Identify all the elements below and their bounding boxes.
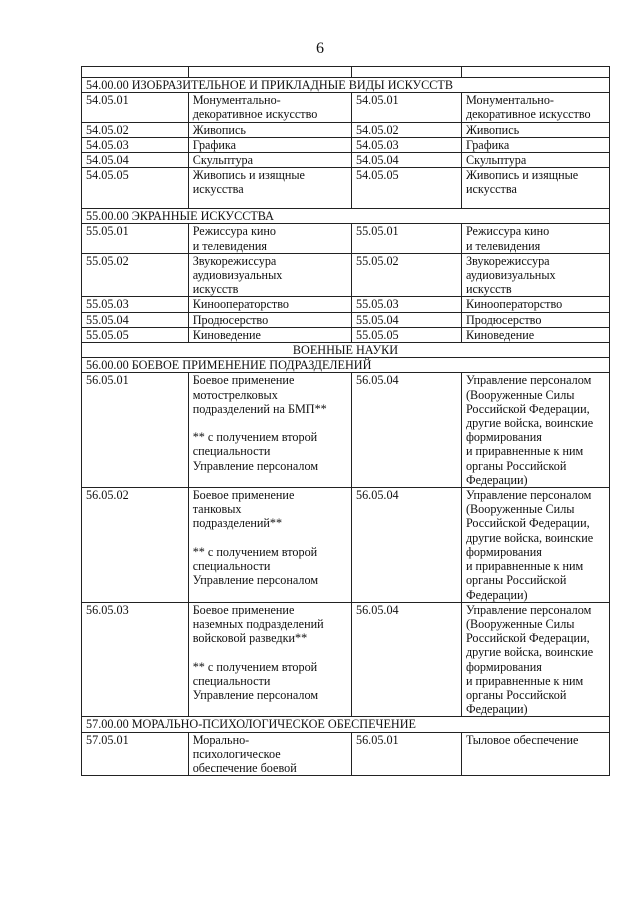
table-row [82,327,610,342]
name-cell: Боевое применение наземных подразделений войсковой разведки** ** с получением второй специальности Управление персоналом [188,602,351,717]
table-row [82,168,610,209]
equivalent-code-cell: 56.05.04 [351,373,461,488]
code-cell: 54.05.03 [82,137,189,152]
code-cell: 55.05.04 [82,312,189,327]
name-cell: Киноведение [188,327,351,342]
equivalent-name-cell: Графика [461,137,609,152]
section-heading: 54.00.00 ИЗОБРАЗИТЕЛЬНОЕ И ПРИКЛАДНЫЕ ВИДЫ ИСКУССТВ [82,78,610,93]
equivalent-name-cell: Управление персоналом (Вооруженные Силы Российской Федерации, другие войска, воинские формирования и приравненные к ним органы Российской Федерации) [461,602,609,717]
table-header-blank-row [82,67,610,78]
specialties-table [81,66,610,776]
name-cell: Монументально- декоративное искусство [188,93,351,122]
equivalent-code-cell: 54.05.04 [351,153,461,168]
equivalent-code-cell: 54.05.03 [351,137,461,152]
equivalent-name-cell: Кинооператорство [461,297,609,312]
name-cell: Режиссура кино и телевидения [188,224,351,253]
section-heading: 55.00.00 ЭКРАННЫЕ ИСКУССТВА [82,209,610,224]
table-row [82,602,610,717]
table-row [82,122,610,137]
equivalent-code-cell: 55.05.04 [351,312,461,327]
equivalent-name-cell: Тыловое обеспечение [461,732,609,776]
section-heading-row [82,209,610,224]
table-row [82,137,610,152]
equivalent-code-cell: 56.05.04 [351,602,461,717]
code-cell: 56.05.02 [82,488,189,603]
equivalent-code-cell: 54.05.02 [351,122,461,137]
equivalent-name-cell: Режиссура кино и телевидения [461,224,609,253]
equivalent-code-cell: 54.05.01 [351,93,461,122]
group-heading-row [82,343,610,358]
name-cell: Кинооператорство [188,297,351,312]
name-cell: Звукорежиссура аудиовизуальных искусств [188,253,351,297]
table-row [82,312,610,327]
name-cell: Продюсерство [188,312,351,327]
equivalent-code-cell: 55.05.01 [351,224,461,253]
name-cell: Морально- психологическое обеспечение боевой [188,732,351,776]
equivalent-name-cell: Управление персоналом (Вооруженные Силы Российской Федерации, другие войска, воинские формирования и приравненные к ним органы Российской Федерации) [461,488,609,603]
code-cell: 55.05.05 [82,327,189,342]
code-cell: 57.05.01 [82,732,189,776]
group-heading: ВОЕННЫЕ НАУКИ [82,343,610,358]
code-cell: 56.05.03 [82,602,189,717]
name-cell: Боевое применение мотострелковых подразделений на БМП** ** с получением второй специальности Управление персоналом [188,373,351,488]
code-cell: 54.05.04 [82,153,189,168]
equivalent-name-cell: Управление персоналом (Вооруженные Силы Российской Федерации, другие войска, воинские формирования и приравненные к ним органы Российской Федерации) [461,373,609,488]
table-row [82,93,610,122]
code-cell: 55.05.03 [82,297,189,312]
table-row [82,373,610,488]
name-cell: Живопись [188,122,351,137]
name-cell: Скульптура [188,153,351,168]
section-heading: 56.00.00 БОЕВОЕ ПРИМЕНЕНИЕ ПОДРАЗДЕЛЕНИЙ [82,358,610,373]
table-row [82,488,610,603]
equivalent-code-cell: 55.05.02 [351,253,461,297]
table-row [82,297,610,312]
section-heading: 57.00.00 МОРАЛЬНО-ПСИХОЛОГИЧЕСКОЕ ОБЕСПЕЧЕНИЕ [82,717,610,732]
code-cell: 55.05.01 [82,224,189,253]
equivalent-name-cell: Продюсерство [461,312,609,327]
table-row [82,253,610,297]
equivalent-code-cell: 56.05.04 [351,488,461,603]
code-cell: 56.05.01 [82,373,189,488]
equivalent-name-cell: Живопись и изящные искусства [461,168,609,209]
equivalent-name-cell: Скульптура [461,153,609,168]
section-heading-row [82,358,610,373]
page-number: 6 [316,40,324,57]
code-cell: 55.05.02 [82,253,189,297]
equivalent-code-cell: 54.05.05 [351,168,461,209]
table-row [82,224,610,253]
equivalent-name-cell: Киноведение [461,327,609,342]
equivalent-name-cell: Живопись [461,122,609,137]
equivalent-code-cell: 55.05.03 [351,297,461,312]
code-cell: 54.05.05 [82,168,189,209]
section-heading-row [82,717,610,732]
equivalent-code-cell: 56.05.01 [351,732,461,776]
code-cell: 54.05.01 [82,93,189,122]
equivalent-code-cell: 55.05.05 [351,327,461,342]
name-cell: Графика [188,137,351,152]
equivalent-name-cell: Звукорежиссура аудиовизуальных искусств [461,253,609,297]
table-row [82,732,610,776]
table-row [82,153,610,168]
name-cell: Живопись и изящные искусства [188,168,351,209]
name-cell: Боевое применение танковых подразделений** ** с получением второй специальности Управление персоналом [188,488,351,603]
equivalent-name-cell: Монументально- декоративное искусство [461,93,609,122]
code-cell: 54.05.02 [82,122,189,137]
section-heading-row [82,78,610,93]
